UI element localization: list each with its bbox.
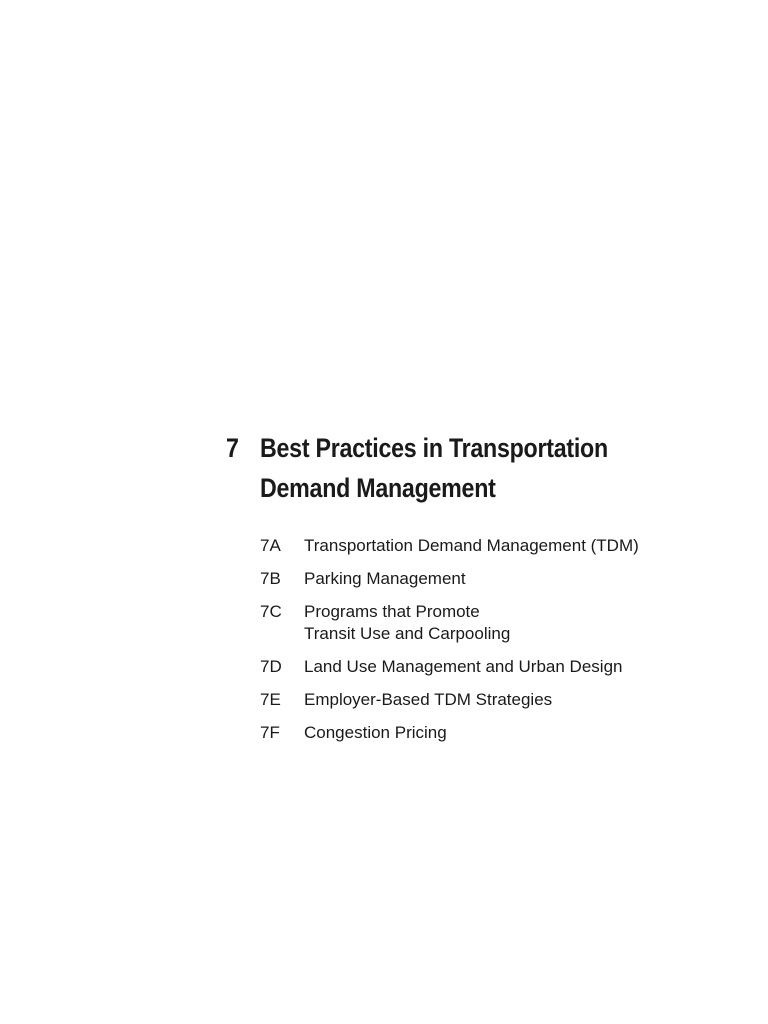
section-title-line: Transit Use and Carpooling (304, 624, 511, 643)
chapter-heading (226, 428, 746, 508)
section-item-7a (260, 535, 746, 557)
section-title-line: Congestion Pricing (304, 723, 447, 742)
section-title-line: Employer-Based TDM Strategies (304, 690, 553, 709)
section-title (304, 568, 466, 590)
section-number: 7B (260, 569, 281, 588)
chapter-title-line: Demand Management (260, 473, 496, 503)
section-item-7d (260, 656, 746, 678)
section-title-line: Parking Management (304, 569, 466, 588)
section-number: 7D (260, 657, 282, 676)
section-title (304, 689, 552, 711)
section-title (304, 722, 447, 744)
section-title (304, 656, 622, 678)
section-list (260, 535, 746, 744)
section-number: 7F (260, 723, 280, 742)
section-item-7e (260, 689, 746, 711)
section-number: 7A (260, 536, 281, 555)
section-title (304, 535, 639, 557)
chapter-number: 7 (226, 433, 239, 463)
section-item-7b (260, 568, 746, 590)
section-title-line: Transportation Demand Management (TDM) (304, 536, 639, 555)
section-title-line: Programs that Promote (304, 602, 480, 621)
chapter-title (260, 428, 608, 508)
chapter-title-line: Best Practices in Transportation (260, 433, 608, 463)
section-number: 7E (260, 690, 281, 709)
section-title-line: Land Use Management and Urban Design (304, 657, 623, 676)
section-number: 7C (260, 602, 282, 621)
section-title (304, 601, 510, 645)
chapter-opener (226, 428, 746, 755)
section-item-7c (260, 601, 746, 645)
section-item-7f (260, 722, 746, 744)
